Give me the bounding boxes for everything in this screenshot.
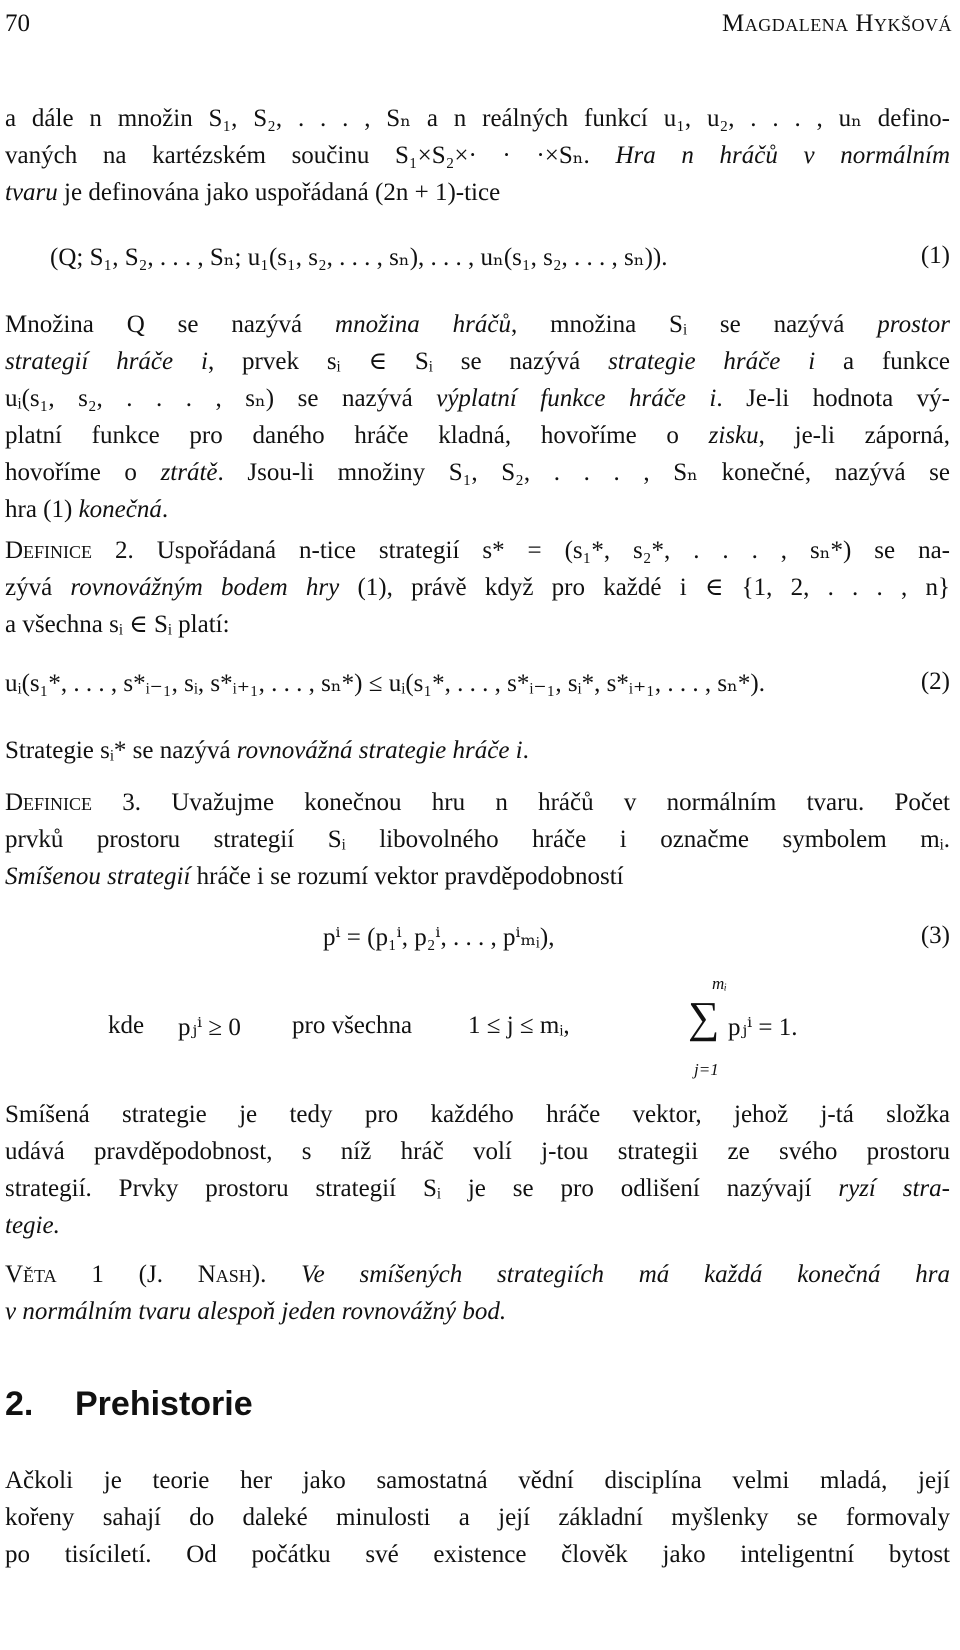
paragraph-intro	[5, 100, 950, 211]
text-line: a dále n množin S₁, S₂, . . . , Sₙ a n reálných funkcí u₁, u₂, . . . , uₙ defino-	[5, 105, 950, 132]
text-line: Strategie sᵢ* se nazývá rovnovážná strategie hráče i.	[5, 737, 529, 764]
text-line: Definice 3. Uvažujme konečnou hru n hráčů v normálním tvaru. Počet	[5, 789, 950, 816]
equation-2	[5, 668, 950, 712]
equation-body: uᵢ(s₁*, . . . , s*ᵢ₋₁, sᵢ, s*ᵢ₊₁, . . . , sₙ*) ≤ uᵢ(s₁*, . . . , s*ᵢ₋₁, sᵢ*, s*ᵢ₊₁, . . . , sₙ*).	[5, 670, 765, 697]
text-line: Věta 1 (J. Nash). Ve smíšených strategiích má každá konečná hra	[5, 1261, 950, 1288]
paragraph-prehistory	[5, 1462, 950, 1573]
sum-upper-limit: mᵢ	[712, 974, 727, 993]
text-line: v normálním tvaru alespoň jeden rovnovážný bod.	[5, 1298, 507, 1325]
equation-1	[5, 242, 950, 286]
text-line: Definice 2. Uspořádaná n-tice strategií s* = (s₁*, s₂*, . . . , sₙ*) se na-	[5, 537, 950, 564]
text-line: tegie.	[5, 1212, 60, 1239]
text-line: hra (1) konečná.	[5, 496, 169, 523]
text-line: strategií hráče i, prvek sᵢ ∈ Sᵢ se nazývá strategie hráče i a funkce	[5, 348, 950, 375]
text-line: tvaru je definována jako uspořádaná (2n + 1)-tice	[5, 179, 501, 206]
equation-3	[5, 922, 950, 966]
text-line: Smíšená strategie je tedy pro každého hráče vektor, jehož j-tá složka	[5, 1101, 950, 1128]
paragraph-equilibrium-strategy	[5, 732, 950, 769]
text-line: kořeny sahají do daleké minulosti a její základní myšlenky se formovaly	[5, 1504, 950, 1531]
paragraph-mixed-strategy	[5, 1096, 950, 1244]
page-number: 70	[5, 10, 30, 37]
text-line: Množina Q se nazývá množina hráčů, množina Sᵢ se nazývá prostor	[5, 311, 950, 338]
sum-symbol: ∑	[688, 993, 720, 1042]
theorem-nash	[5, 1256, 950, 1330]
definition-2	[5, 532, 950, 643]
equation-number: (2)	[920, 668, 950, 695]
running-author: Magdalena Hykšová	[721, 10, 952, 37]
text-line: zývá rovnovážným bodem hry (1), právě když pro každé i ∈ {1, 2, . . . , n}	[5, 574, 950, 601]
equation-body: (Q; S₁, S₂, . . . , Sₙ; u₁(s₁, s₂, . . . , sₙ), . . . , uₙ(s₁, s₂, . . . , sₙ)).	[50, 244, 668, 271]
running-header	[5, 10, 952, 50]
theorem-label: Věta 1 (J. Nash).	[5, 1261, 267, 1288]
text-line: vaných na kartézském součinu S₁×S₂×· · ·×Sₙ. Hra n hráčů v normálním	[5, 142, 951, 169]
sum-rhs: pⱼⁱ = 1.	[728, 1014, 798, 1041]
equation-number: (3)	[920, 922, 950, 949]
pro-vsechna: pro všechna	[292, 1012, 413, 1039]
text-line: udává pravděpodobnost, s níž hráč volí j-tou strategii ze svého prostoru	[5, 1138, 950, 1165]
sum-lower-limit: j=1	[694, 1060, 719, 1079]
section-heading	[5, 1385, 253, 1424]
text-line: Ačkoli je teorie her jako samostatná vědní disciplína velmi mladá, její	[5, 1467, 950, 1494]
condition-range: 1 ≤ j ≤ mᵢ,	[468, 1012, 570, 1039]
definition-3	[5, 784, 950, 895]
equation-number: (1)	[920, 242, 950, 269]
text-line: po tisíciletí. Od počátku své existence člověk jako inteligentní bytost	[5, 1541, 950, 1568]
text-line: a všechna sᵢ ∈ Sᵢ platí:	[5, 611, 230, 638]
definition-label: Definice 2.	[5, 537, 134, 564]
text-line: uᵢ(s₁, s₂, . . . , sₙ) se nazývá výplatní funkce hráče i. Je-li hodnota vý-	[5, 385, 950, 412]
kde-word: kde	[108, 1012, 145, 1039]
text-line: strategií. Prvky prostoru strategií Sᵢ je se pro odlišení nazývají ryzí stra-	[5, 1175, 950, 1202]
equation-body: pⁱ = (p₁ⁱ, p₂ⁱ, . . . , pⁱₘᵢ),	[323, 924, 555, 951]
condition-nonnegative: pⱼⁱ ≥ 0	[178, 1014, 241, 1041]
equation-conditions	[0, 970, 960, 1090]
paragraph-definitions	[5, 306, 950, 528]
section-number: 2.	[5, 1385, 34, 1423]
text-line: platní funkce pro daného hráče kladná, hovoříme o zisku, je-li záporná,	[5, 422, 950, 449]
text-line: Smíšenou strategií hráče i se rozumí vektor pravděpodobností	[5, 863, 624, 890]
definition-label: Definice 3.	[5, 789, 142, 816]
text-line: prvků prostoru strategií Sᵢ libovolného hráče i označme symbolem mᵢ.	[5, 826, 950, 853]
text-line: hovoříme o ztrátě. Jsou-li množiny S₁, S₂, . . . , Sₙ konečné, nazývá se	[5, 459, 950, 486]
section-title: Prehistorie	[75, 1385, 253, 1423]
